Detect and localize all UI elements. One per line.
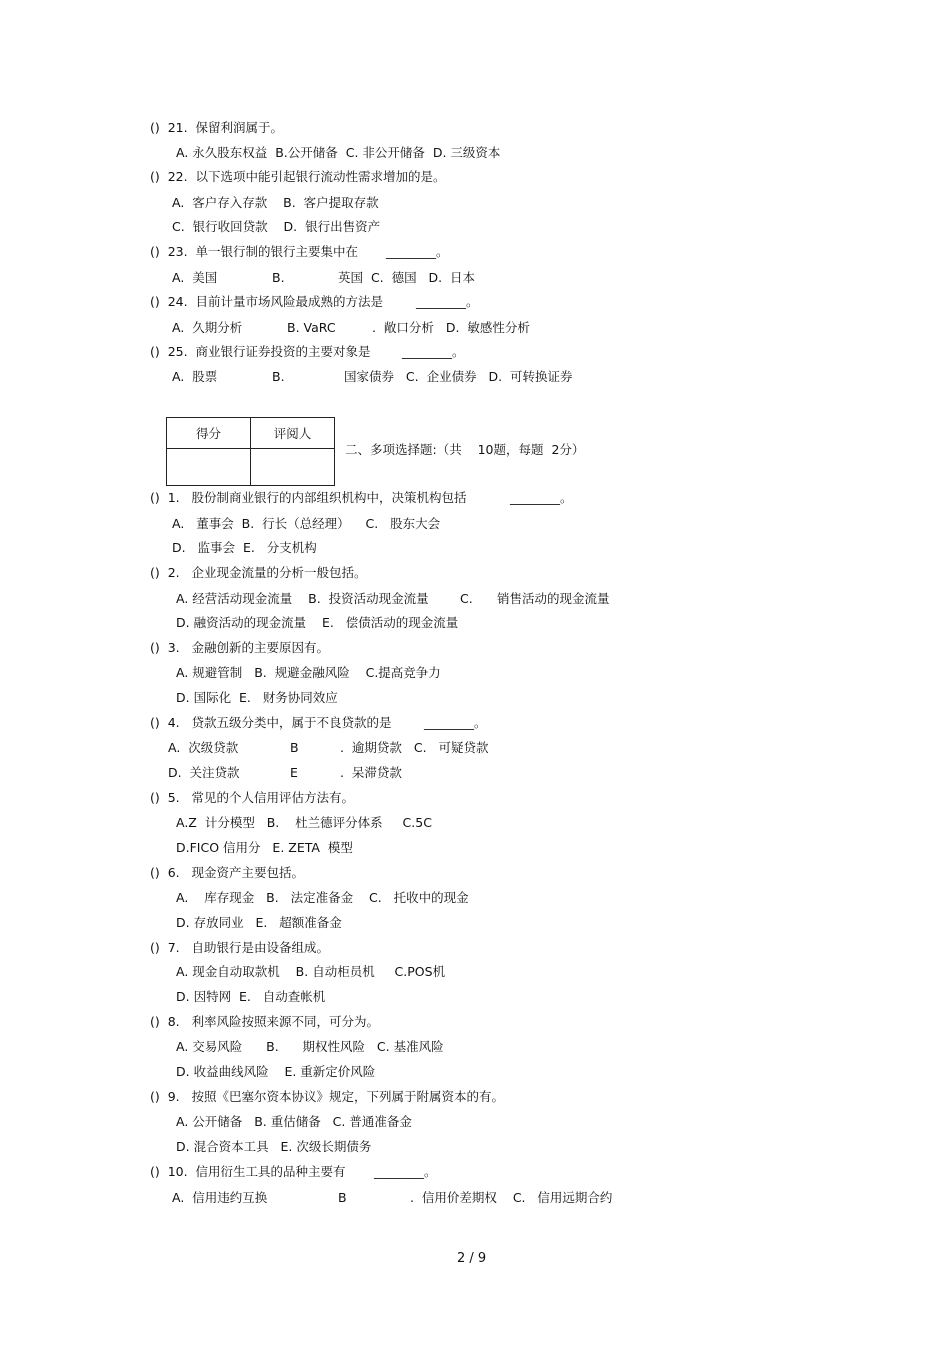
mc-question-9-options-line2: D. 混合资本工具 E. 次级长期债务: [176, 1139, 372, 1154]
question-24-option-b: B. VaRC: [287, 320, 336, 335]
section-title: 二、多项选择题:（共 10题，每题 2分）: [345, 442, 585, 457]
question-23-option-b: B.: [272, 270, 285, 285]
mc-question-4-option-a: A. 次级贷款: [168, 740, 239, 755]
mc-question-4: () 4. 贷款五级分类中，属于不良贷款的是: [150, 715, 392, 730]
mc-question-1-blank: ________。: [510, 490, 573, 505]
question-25-blank: ________。: [402, 344, 465, 359]
question-24-option-a: A. 久期分析: [172, 320, 243, 335]
page-number: 2 / 9: [457, 1251, 487, 1266]
mc-question-5: () 5. 常见的个人信用评估方法有。: [150, 790, 355, 805]
mc-question-10-blank: ________。: [374, 1164, 437, 1179]
mc-question-6-options-line1: A. 库存现金 B. 法定准备金 C. 托收中的现金: [176, 890, 469, 905]
mc-question-6-options-line2: D. 存放同业 E. 超额准备金: [176, 915, 342, 930]
question-22-options-line2: C. 银行收回贷款 D. 银行出售资产: [172, 219, 381, 234]
mc-question-10: () 10. 信用衍生工具的品种主要有: [150, 1164, 346, 1179]
mc-question-7-options-line2: D. 因特网 E. 自动查帐机: [176, 989, 326, 1004]
reviewer-cell[interactable]: [251, 449, 335, 486]
mc-question-7: () 7. 自助银行是由设备组成。: [150, 940, 330, 955]
mc-question-10-options-rest: . 信用价差期权 C. 信用远期合约: [410, 1190, 613, 1205]
question-25-option-a: A. 股票: [172, 369, 218, 384]
mc-question-7-options-line1: A. 现金自动取款机 B. 自动柜员机 C.POS机: [176, 964, 446, 979]
mc-question-4-option-d: D. 关注贷款: [168, 765, 240, 780]
mc-question-8: () 8. 利率风险按照来源不同，可分为。: [150, 1014, 380, 1029]
question-24: () 24. 目前计量市场风险最成熟的方法是: [150, 294, 384, 309]
score-header: 得分: [167, 418, 251, 449]
mc-question-8-options-line1: A. 交易风险 B. 期权性风险 C. 基准风险: [176, 1039, 444, 1054]
mc-question-2-options-line2: D. 融资活动的现金流量 E. 偿债活动的现金流量: [176, 615, 459, 630]
mc-question-2-option-c-letter: C.: [460, 591, 473, 606]
mc-question-9-options-line1: A. 公开储备 B. 重估储备 C. 普通准备金: [176, 1114, 412, 1129]
question-22: () 22. 以下选项中能引起银行流动性需求增加的是。: [150, 169, 446, 184]
reviewer-header: 评阅人: [251, 418, 335, 449]
mc-question-2-options-a-b: A. 经营活动现金流量 B. 投资活动现金流量: [176, 591, 429, 606]
mc-question-4-option-b-letter: B: [290, 740, 299, 755]
question-24-options-rest: . 敞口分析 D. 敏感性分析: [372, 320, 530, 335]
mc-question-2-option-c: 销售活动的现金流量: [497, 591, 610, 606]
question-23-blank: ________。: [386, 244, 449, 259]
mc-question-3: () 3. 金融创新的主要原因有。: [150, 640, 330, 655]
mc-question-10-option-b-letter: B: [338, 1190, 347, 1205]
question-21: () 21. 保留利润属于。: [150, 120, 284, 135]
question-25-options-rest: 国家债券 C. 企业债券 D. 可转换证券: [344, 369, 573, 384]
mc-question-4-option-e-letter: E: [290, 765, 298, 780]
score-table: [166, 417, 335, 486]
mc-question-9: () 9. 按照《巴塞尔资本协议》规定，下列属于附属资本的有。: [150, 1089, 505, 1104]
mc-question-1-options-line2: D. 监事会 E. 分支机构: [172, 540, 317, 555]
mc-question-2: () 2. 企业现金流量的分析一般包括。: [150, 565, 367, 580]
question-23-options-rest: 英国 C. 德国 D. 日本: [338, 270, 476, 285]
mc-question-5-options-line1: A.Z 计分模型 B. 杜兰德评分体系 C.5C: [176, 815, 432, 830]
mc-question-3-options-line1: A. 规避管制 B. 规避金融风险 C.提高竞争力: [176, 665, 441, 680]
mc-question-4-option-e: . 呆滞贷款: [340, 765, 402, 780]
question-25-option-b: B.: [272, 369, 285, 384]
mc-question-3-options-line2: D. 国际化 E. 财务协同效应: [176, 690, 338, 705]
question-23: () 23. 单一银行制的银行主要集中在: [150, 244, 359, 259]
mc-question-1: () 1. 股份制商业银行的内部组织机构中，决策机构包括: [150, 490, 467, 505]
mc-question-1-options-line1: A. 董事会 B. 行长（总经理） C. 股东大会: [172, 516, 441, 531]
question-24-blank: ________。: [416, 294, 479, 309]
question-25: () 25. 商业银行证券投资的主要对象是: [150, 344, 371, 359]
mc-question-6: () 6. 现金资产主要包括。: [150, 865, 305, 880]
score-cell[interactable]: [167, 449, 251, 486]
mc-question-10-option-a: A. 信用违约互换: [172, 1190, 268, 1205]
question-22-options-line1: A. 客户存入存款 B. 客户提取存款: [172, 195, 379, 210]
question-21-options: A. 永久股东权益 B.公开储备 C. 非公开储备 D. 三级资本: [176, 145, 501, 160]
mc-question-4-options-rest: . 逾期贷款 C. 可疑贷款: [340, 740, 489, 755]
question-23-option-a: A. 美国: [172, 270, 218, 285]
mc-question-5-options-line2: D.FICO 信用分 E. ZETA 模型: [176, 840, 353, 855]
mc-question-4-blank: ________。: [424, 715, 487, 730]
mc-question-8-options-line2: D. 收益曲线风险 E. 重新定价风险: [176, 1064, 376, 1079]
